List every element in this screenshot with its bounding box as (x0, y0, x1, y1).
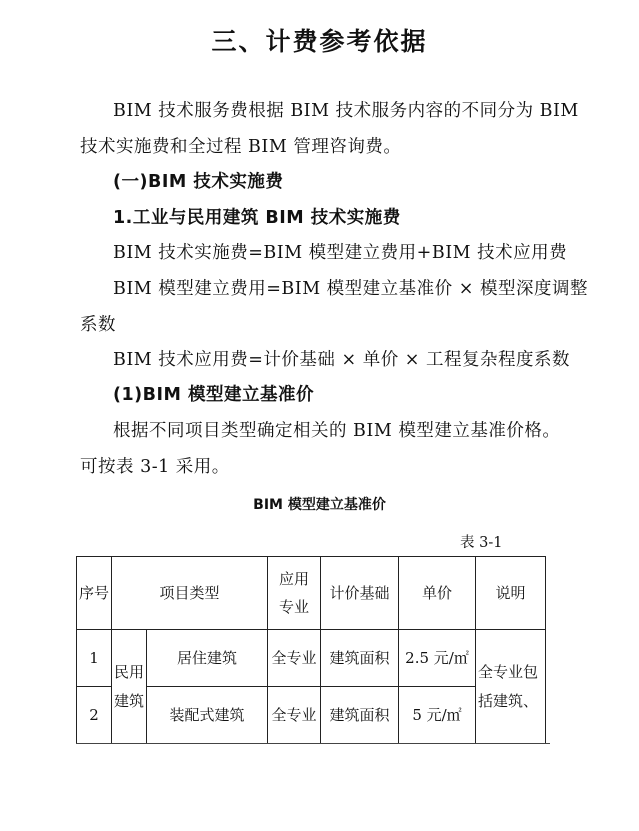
table-number: 表 3-1 (460, 535, 503, 551)
row-major: 全专业 (268, 687, 321, 744)
header-type: 项目类型 (112, 557, 268, 630)
header-seq: 序号 (77, 557, 112, 630)
table-caption: BIM 模型建立基准价 (253, 497, 386, 513)
formula-line: 系数 (80, 315, 116, 335)
header-note: 说明 (476, 557, 546, 630)
row-major: 全专业 (268, 630, 321, 687)
heading-level3: (1)BIM 模型建立基准价 (113, 385, 315, 405)
row-type: 居住建筑 (147, 630, 268, 687)
section-title: 三、计费参考依据 (211, 27, 428, 56)
note-line1: 全专业包 (478, 663, 539, 681)
table-row (77, 687, 546, 744)
header-basis: 计价基础 (321, 557, 399, 630)
group-cell (112, 630, 147, 744)
formula-line: BIM 模型建立费用=BIM 模型建立基准价 × 模型深度调整 (113, 279, 588, 299)
note-line2: 括建筑、 (478, 691, 539, 710)
row-basis: 建筑面积 (321, 687, 399, 744)
row-price: 5 元/㎡ (399, 687, 476, 744)
row-seq: 1 (77, 630, 112, 687)
formula-line: BIM 技术实施费=BIM 模型建立费用+BIM 技术应用费 (113, 243, 568, 263)
heading-level2: 1.工业与民用建筑 BIM 技术实施费 (113, 208, 401, 228)
table-bottom-edge (76, 743, 550, 744)
table-header-row (77, 557, 546, 630)
formula-line: BIM 技术应用费=计价基础 × 单价 × 工程复杂程度系数 (113, 350, 570, 370)
header-price: 单价 (399, 557, 476, 630)
rate-table (76, 556, 546, 744)
row-type: 装配式建筑 (147, 687, 268, 744)
header-major-line1: 应用 (278, 569, 309, 588)
group-line2: 建筑 (113, 691, 144, 710)
header-major (268, 557, 321, 630)
header-major-line2: 专业 (278, 598, 309, 616)
row-price: 2.5 元/㎡ (399, 630, 476, 687)
note-cell (476, 630, 546, 744)
group-line1: 民用 (113, 663, 144, 681)
paragraph-line: BIM 技术服务费根据 BIM 技术服务内容的不同分为 BIM (113, 101, 579, 121)
heading-level1: (一)BIM 技术实施费 (113, 172, 284, 192)
table-row (77, 630, 546, 687)
paragraph-line: 技术实施费和全过程 BIM 管理咨询费。 (80, 137, 402, 157)
paragraph-line: 可按表 3-1 采用。 (80, 457, 230, 477)
paragraph-line: 根据不同项目类型确定相关的 BIM 模型建立基准价格。 (113, 421, 561, 441)
row-basis: 建筑面积 (321, 630, 399, 687)
row-seq: 2 (77, 687, 112, 744)
